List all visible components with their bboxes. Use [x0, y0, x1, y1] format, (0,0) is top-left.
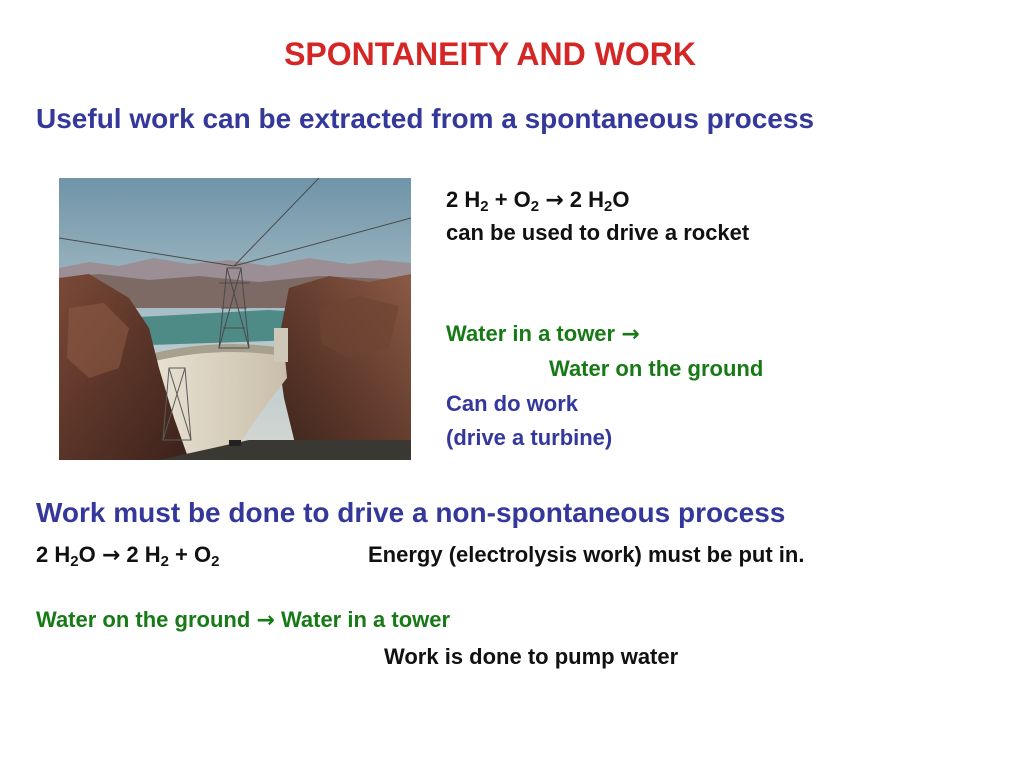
right-arrow-icon: → [101, 543, 121, 568]
pump-water-text: Work is done to pump water [384, 644, 679, 669]
nonspontaneous-heading: Work must be done to drive a non-spontaneous process [36, 497, 786, 528]
right-arrow-icon: → [621, 322, 640, 347]
right-arrow-icon: → [256, 608, 275, 633]
dam-photo [59, 178, 411, 460]
right-arrow-icon: → [545, 188, 564, 213]
rocket-text: can be used to drive a rocket [446, 220, 750, 245]
slide-subtitle: Useful work can be extracted from a spontaneous process [36, 103, 815, 134]
can-do-work-text: Can do work [446, 391, 579, 416]
electrolysis-energy-note: Energy (electrolysis work) must be put in. [368, 542, 805, 567]
water-on-ground-text: Water on the ground [549, 356, 764, 381]
ground-to-tower-line: Water on the ground → Water in a tower [36, 607, 451, 633]
slide-title: SPONTANEITY AND WORK [284, 36, 696, 72]
electrolysis-reaction-equation: 2 $H_2O \to 2$ $H_2 + O_2$ [36, 542, 220, 571]
drive-turbine-text: (drive a turbine) [446, 425, 613, 450]
tower-to-ground-line: Water in a tower → [446, 321, 640, 347]
spontaneous-reaction-equation: 2 $H_2 + O_2 \to 2$ $H_2O$ [446, 187, 630, 216]
